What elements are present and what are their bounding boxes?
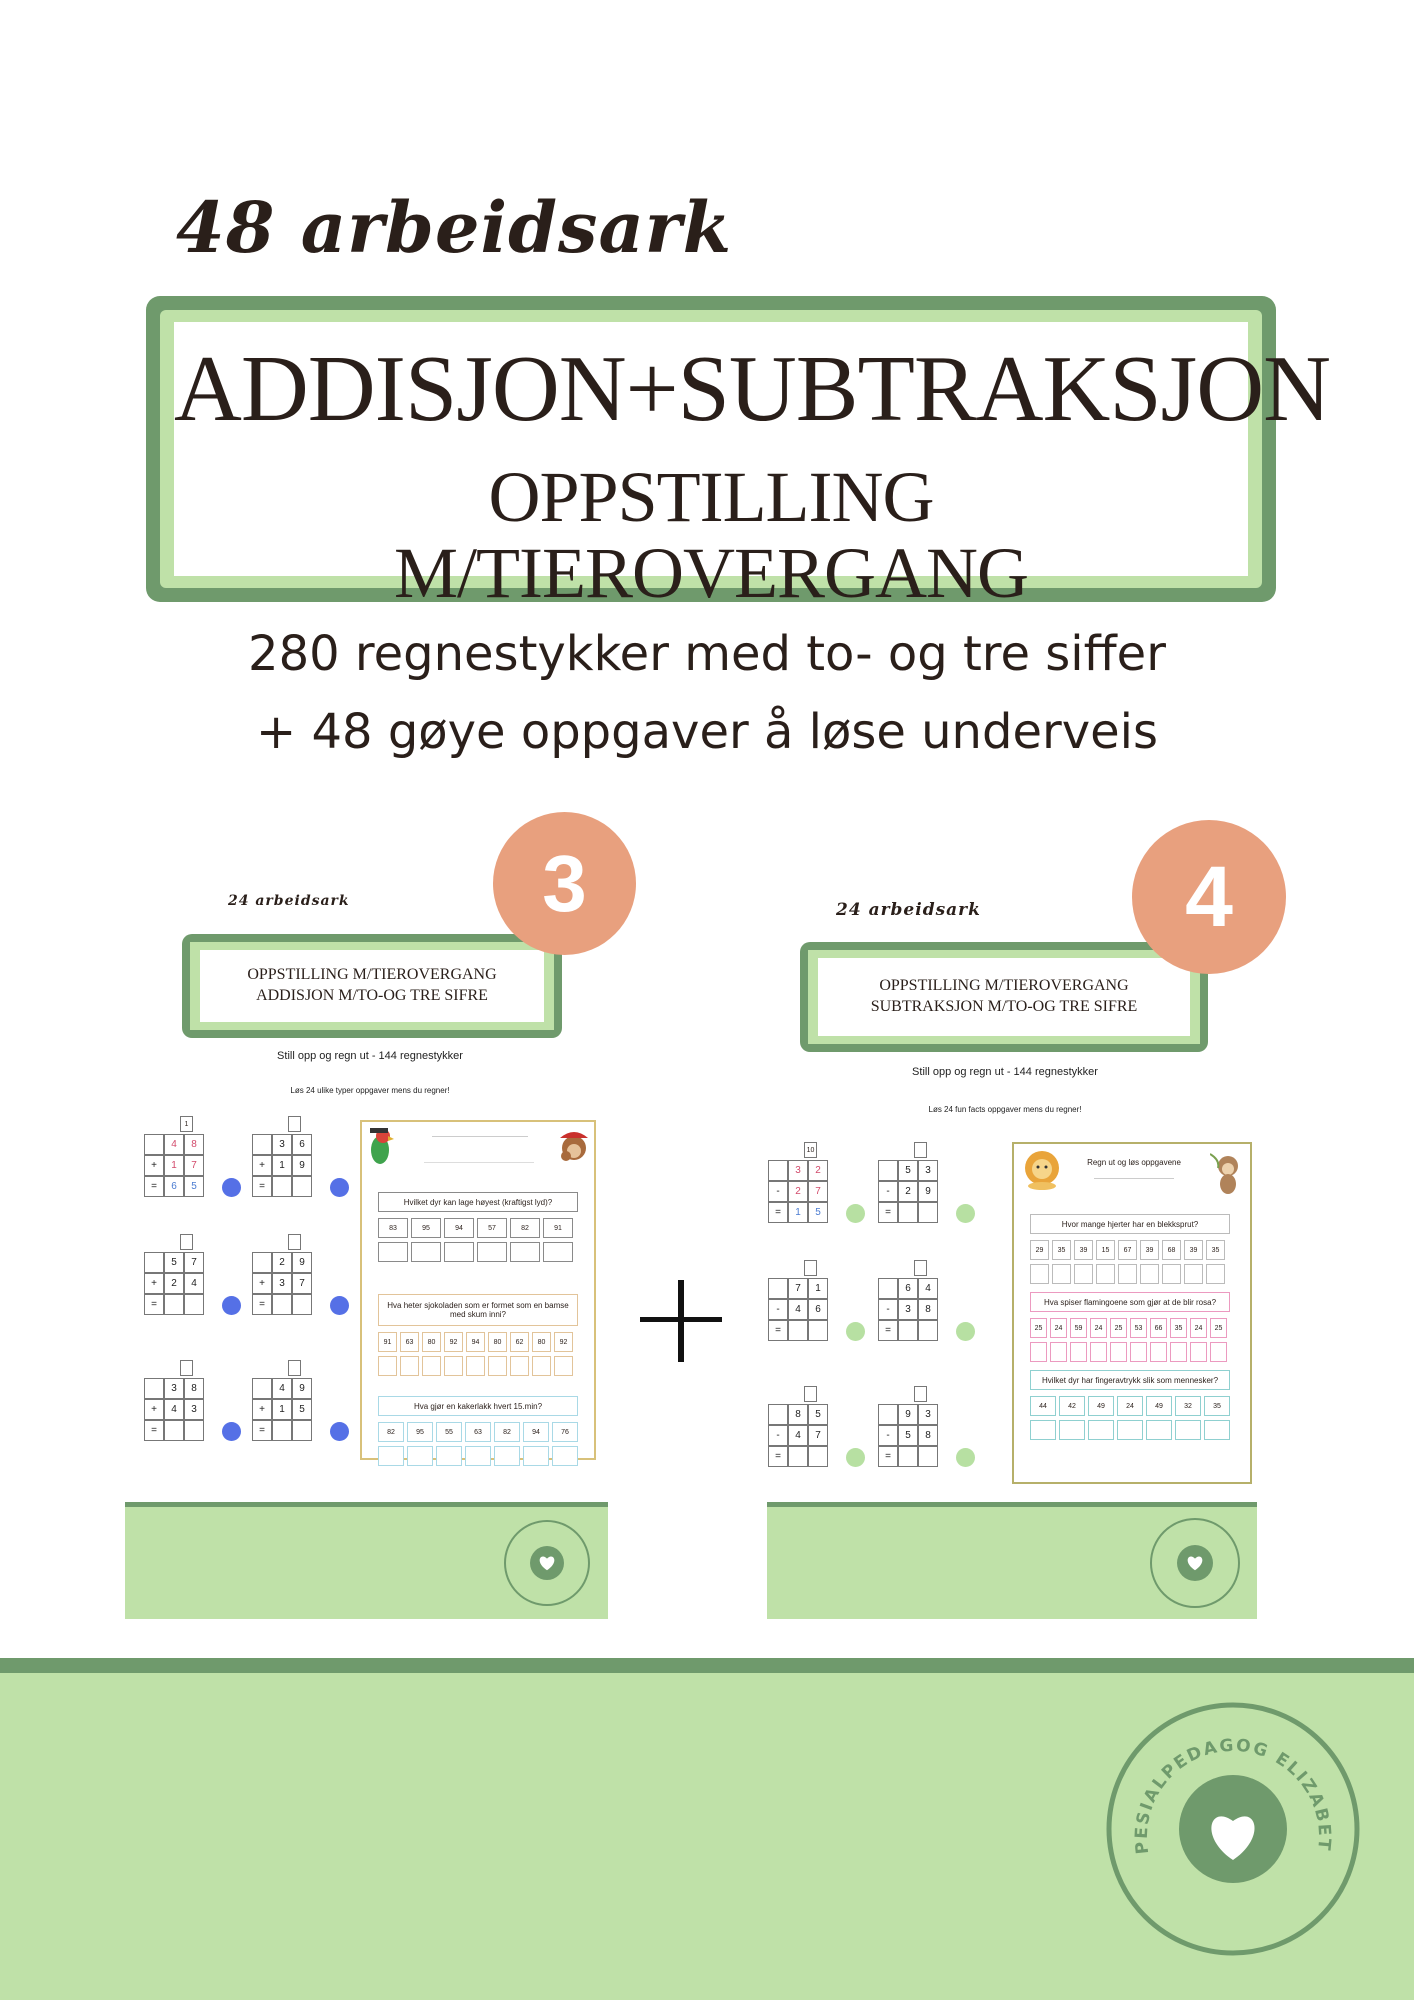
code-row [378,1332,573,1352]
digit-cell: 3 [898,1299,918,1320]
digit-cell: + [252,1399,272,1420]
check-dot [846,1448,865,1467]
answer-cell[interactable] [378,1446,404,1466]
digit-cell: 7 [808,1181,828,1202]
digit-cell [164,1420,184,1441]
digit-cell: + [252,1273,272,1294]
digit-cell: 5 [184,1176,204,1197]
answer-cell[interactable] [532,1356,551,1376]
heart-icon [530,1546,564,1580]
digit-cell: 5 [808,1404,828,1425]
heart-icon [1177,1545,1213,1581]
answer-cell[interactable] [1030,1342,1047,1362]
answer-cell[interactable] [444,1242,474,1262]
code-cell: 94 [466,1332,485,1352]
code-cell: 39 [1184,1240,1203,1260]
code-cell: 80 [422,1332,441,1352]
digit-cell: 4 [272,1378,292,1399]
code-cell: 91 [378,1332,397,1352]
code-cell: 66 [1150,1318,1167,1338]
digit-cell [768,1278,788,1299]
left-title-line1: OPPSTILLING M/TIEROVERGANG [247,966,497,984]
digit-cell [808,1320,828,1341]
digit-cell: 1 [788,1202,808,1223]
answer-cell[interactable] [1110,1342,1127,1362]
digit-cell: 5 [898,1425,918,1446]
digit-cell [184,1420,204,1441]
digit-cell: = [768,1202,788,1223]
code-cell: 91 [543,1218,573,1238]
digit-cell [878,1278,898,1299]
digit-cell [144,1134,164,1155]
left-title-line2: ADDISJON M/TO-OG TRE SIFRE [256,987,488,1004]
answer-cell[interactable] [1118,1264,1137,1284]
code-cell: 57 [477,1218,507,1238]
digit-cell: 6 [808,1299,828,1320]
code-cell: 95 [407,1422,433,1442]
question-box: Hvilket dyr kan lage høyest (kraftigst lyd)? [378,1192,578,1212]
digit-cell [252,1378,272,1399]
script-title: 48 arbeidsark [176,186,733,269]
answer-row [1030,1342,1227,1362]
check-dot [222,1422,241,1441]
digit-cell: 8 [788,1404,808,1425]
left-brand-seal [504,1520,590,1606]
main-subtitle: OPPSTILLING M/TIEROVERGANG [394,457,1028,613]
answer-cell[interactable] [1030,1264,1049,1284]
answer-cell[interactable] [543,1242,573,1262]
code-cell: 25 [1030,1318,1047,1338]
digit-cell: 3 [272,1273,292,1294]
right-caption-1: Still opp og regn ut - 144 regnestykker [912,1066,1098,1078]
carry-box [914,1260,927,1276]
digit-cell: 5 [898,1160,918,1181]
digit-cell: - [768,1299,788,1320]
code-cell: 35 [1052,1240,1071,1260]
code-cell: 92 [444,1332,463,1352]
digit-cell: 2 [898,1181,918,1202]
check-dot [330,1422,349,1441]
answer-cell[interactable] [510,1356,529,1376]
code-cell: 80 [488,1332,507,1352]
digit-cell: 9 [292,1155,312,1176]
digit-cell: 1 [164,1155,184,1176]
digit-cell: = [768,1446,788,1467]
right-level-badge: 4 [1132,820,1286,974]
code-cell: 67 [1118,1240,1137,1260]
check-dot [956,1448,975,1467]
digit-cell: = [768,1320,788,1341]
digit-cell: 7 [292,1273,312,1294]
digit-cell: 3 [788,1160,808,1181]
answer-row [378,1356,573,1376]
digit-cell [898,1446,918,1467]
digit-cell: 8 [918,1299,938,1320]
digit-cell [898,1202,918,1223]
digit-cell [808,1446,828,1467]
answer-cell[interactable] [422,1356,441,1376]
code-cell: 29 [1030,1240,1049,1260]
digit-cell: 6 [164,1176,184,1197]
main-title: ADDISJON+SUBTRAKSJON [174,337,1330,441]
digit-cell: - [878,1425,898,1446]
digit-cell: - [768,1181,788,1202]
digit-cell: = [252,1176,272,1197]
carry-box [288,1360,301,1376]
digit-cell: 7 [184,1155,204,1176]
code-row [1030,1318,1227,1338]
seal-text: PESIALPEDAGOG ELIZABET [1131,1735,1335,1856]
digit-cell [898,1320,918,1341]
code-cell: 42 [1059,1396,1085,1416]
digit-cell: 4 [164,1134,184,1155]
code-cell: 82 [510,1218,540,1238]
left-task-header-line [424,1162,534,1163]
answer-cell[interactable] [407,1446,433,1466]
digit-cell: 1 [272,1155,292,1176]
code-cell: 63 [400,1332,419,1352]
code-cell: 63 [465,1422,491,1442]
digit-cell: 9 [292,1252,312,1273]
digit-cell [768,1404,788,1425]
check-dot [330,1296,349,1315]
digit-cell: + [144,1399,164,1420]
code-cell: 35 [1206,1240,1225,1260]
carry-box [914,1386,927,1402]
digit-cell [272,1294,292,1315]
answer-cell[interactable] [378,1242,408,1262]
parrot-icon [366,1126,400,1172]
problem-grid [252,1134,312,1197]
answer-cell[interactable] [1096,1264,1115,1284]
answer-cell[interactable] [466,1356,485,1376]
answer-cell[interactable] [378,1356,397,1376]
pirate-monkey-icon [554,1126,592,1170]
digit-cell [164,1294,184,1315]
answer-cell[interactable] [411,1242,441,1262]
digit-cell: 8 [184,1378,204,1399]
tagline-2: + 48 gøye oppgaver å løse underveis [256,704,1158,760]
digit-cell [252,1252,272,1273]
answer-cell[interactable] [1130,1342,1147,1362]
answer-cell[interactable] [1059,1420,1085,1440]
left-task-card [360,1120,596,1460]
code-cell: 83 [378,1218,408,1238]
problem-grid [768,1404,828,1467]
left-title-panel [200,950,544,1022]
answer-row [1030,1264,1225,1284]
answer-cell[interactable] [1184,1264,1203,1284]
answer-cell[interactable] [1175,1420,1201,1440]
answer-cell[interactable] [1088,1420,1114,1440]
digit-cell [878,1404,898,1425]
carry-box [914,1142,927,1158]
problem-grid [144,1252,204,1315]
answer-row [378,1242,573,1262]
code-cell: 68 [1162,1240,1181,1260]
answer-cell[interactable] [477,1242,507,1262]
code-row [378,1422,578,1442]
digit-cell [272,1420,292,1441]
digit-cell: 8 [918,1425,938,1446]
digit-cell [788,1320,808,1341]
left-level-badge: 3 [493,812,636,955]
digit-cell: - [768,1425,788,1446]
question-box: Hva heter sjokoladen som er formet som en bamse med skum inni? [378,1294,578,1326]
digit-cell: 3 [272,1134,292,1155]
carry-box [804,1260,817,1276]
code-cell: 59 [1070,1318,1087,1338]
question-box: Hvor mange hjerter har en blekksprut? [1030,1214,1230,1234]
code-cell: 95 [411,1218,441,1238]
carry-box: 1 [180,1116,193,1132]
digit-cell: 9 [918,1181,938,1202]
problem-grid [878,1404,938,1467]
code-cell: 24 [1190,1318,1207,1338]
answer-cell[interactable] [1170,1342,1187,1362]
digit-cell: 2 [808,1160,828,1181]
right-title-line2: SUBTRAKSJON M/TO-OG TRE SIFRE [870,998,1138,1015]
check-dot [222,1296,241,1315]
code-cell: 35 [1170,1318,1187,1338]
code-cell: 62 [510,1332,529,1352]
check-dot [846,1322,865,1341]
digit-cell: 4 [788,1299,808,1320]
answer-cell[interactable] [554,1356,573,1376]
answer-cell[interactable] [444,1356,463,1376]
answer-cell[interactable] [488,1356,507,1376]
question-box: Hvilket dyr har fingeravtrykk slik som mennesker? [1030,1370,1230,1390]
digit-cell: 5 [164,1252,184,1273]
problem-grid [144,1134,204,1197]
answer-cell[interactable] [1162,1264,1181,1284]
digit-cell: 7 [808,1425,828,1446]
digit-cell: 3 [184,1399,204,1420]
digit-cell: + [252,1155,272,1176]
digit-cell: = [878,1320,898,1341]
code-cell: 94 [523,1422,549,1442]
digit-cell [144,1378,164,1399]
left-caption-2: Løs 24 ulike typer oppgaver mens du regner! [290,1086,450,1095]
right-task-header-line [1094,1178,1174,1179]
left-task-header-line [432,1136,528,1137]
digit-cell [292,1420,312,1441]
digit-cell: 4 [918,1278,938,1299]
code-cell: 82 [378,1422,404,1442]
problem-grid [144,1378,204,1441]
answer-row [378,1446,578,1466]
code-cell: 24 [1117,1396,1143,1416]
digit-cell: 7 [184,1252,204,1273]
answer-cell[interactable] [1210,1342,1227,1362]
left-script-title: 24 arbeidsark [228,893,350,909]
code-row [378,1218,573,1238]
check-dot [330,1178,349,1197]
code-cell: 39 [1140,1240,1159,1260]
digit-cell: 1 [808,1278,828,1299]
answer-cell[interactable] [1190,1342,1207,1362]
answer-cell[interactable] [1206,1264,1225,1284]
answer-cell[interactable] [1050,1342,1067,1362]
problem-grid [252,1378,312,1441]
digit-cell: 6 [292,1134,312,1155]
digit-cell [768,1160,788,1181]
code-cell: 15 [1096,1240,1115,1260]
code-cell: 25 [1210,1318,1227,1338]
digit-cell: 5 [808,1202,828,1223]
code-cell: 35 [1204,1396,1230,1416]
right-brand-seal [1150,1518,1240,1608]
code-cell: 49 [1088,1396,1114,1416]
digit-cell: = [878,1202,898,1223]
digit-cell: 5 [292,1399,312,1420]
answer-cell[interactable] [400,1356,419,1376]
right-title-line1: OPPSTILLING M/TIEROVERGANG [879,977,1129,995]
digit-cell: + [144,1155,164,1176]
right-caption-2: Løs 24 fun facts oppgaver mens du regner! [928,1105,1082,1114]
digit-cell: 2 [272,1252,292,1273]
carry-box [180,1360,193,1376]
problem-grid [878,1278,938,1341]
carry-box [180,1234,193,1250]
digit-cell [918,1446,938,1467]
code-cell: 49 [1146,1396,1172,1416]
footer-line [0,1658,1414,1673]
check-dot [956,1322,975,1341]
digit-cell: = [144,1176,164,1197]
digit-cell: - [878,1299,898,1320]
right-task-card [1012,1142,1252,1484]
digit-cell: 7 [788,1278,808,1299]
digit-cell: 3 [918,1160,938,1181]
carry-box [288,1234,301,1250]
problem-grid [252,1252,312,1315]
digit-cell: - [878,1181,898,1202]
code-row [1030,1396,1230,1416]
digit-cell [272,1176,292,1197]
carry-box [804,1386,817,1402]
answer-cell[interactable] [494,1446,520,1466]
check-dot [846,1204,865,1223]
left-caption-1: Still opp og regn ut - 144 regnestykker [277,1050,463,1062]
code-cell: 24 [1050,1318,1067,1338]
code-cell: 76 [552,1422,578,1442]
digit-cell: 1 [272,1399,292,1420]
answer-cell[interactable] [510,1242,540,1262]
digit-cell [918,1202,938,1223]
digit-cell: + [144,1273,164,1294]
digit-cell: 9 [292,1378,312,1399]
answer-cell[interactable] [1204,1420,1230,1440]
digit-cell: 4 [788,1425,808,1446]
right-task-title: Regn ut og løs oppgavene [1087,1158,1181,1167]
check-dot [956,1204,975,1223]
digit-cell [252,1134,272,1155]
answer-cell[interactable] [1140,1264,1159,1284]
answer-cell[interactable] [1074,1264,1093,1284]
problem-grid [878,1160,938,1223]
monkey-icon [1210,1152,1246,1196]
answer-cell[interactable] [1070,1342,1087,1362]
digit-cell: 4 [184,1273,204,1294]
digit-cell: 2 [164,1273,184,1294]
digit-cell: = [144,1294,164,1315]
digit-cell [918,1320,938,1341]
carry-box: 10 [804,1142,817,1158]
answer-cell[interactable] [1117,1420,1143,1440]
digit-cell: = [252,1294,272,1315]
digit-cell: 9 [898,1404,918,1425]
tagline-1: 280 regnestykker med to- og tre siffer [248,626,1166,682]
digit-cell: 2 [788,1181,808,1202]
answer-cell[interactable] [1052,1264,1071,1284]
code-cell: 80 [532,1332,551,1352]
code-row [1030,1240,1225,1260]
digit-cell: 4 [164,1399,184,1420]
code-cell: 39 [1074,1240,1093,1260]
digit-cell: 6 [898,1278,918,1299]
code-cell: 44 [1030,1396,1056,1416]
digit-cell: 8 [184,1134,204,1155]
code-cell: 24 [1090,1318,1107,1338]
digit-cell [144,1252,164,1273]
digit-cell: 3 [918,1404,938,1425]
answer-cell[interactable] [1150,1342,1167,1362]
digit-cell: 3 [164,1378,184,1399]
digit-cell: = [252,1420,272,1441]
answer-cell[interactable] [436,1446,462,1466]
plus-sign [640,1280,722,1362]
answer-cell[interactable] [1090,1342,1107,1362]
code-cell: 94 [444,1218,474,1238]
digit-cell [184,1294,204,1315]
digit-cell [788,1446,808,1467]
question-box: Hva spiser flamingoene som gjør at de blir rosa? [1030,1292,1230,1312]
brand-seal [1104,1700,1362,1958]
code-cell: 55 [436,1422,462,1442]
code-cell: 32 [1175,1396,1201,1416]
answer-cell[interactable] [552,1446,578,1466]
problem-grid [768,1160,828,1223]
answer-row [1030,1420,1230,1440]
problem-grid [768,1278,828,1341]
lion-icon [1020,1148,1064,1192]
code-cell: 25 [1110,1318,1127,1338]
code-cell: 53 [1130,1318,1147,1338]
digit-cell: = [144,1420,164,1441]
answer-cell[interactable] [1030,1420,1056,1440]
digit-cell: = [878,1446,898,1467]
answer-cell[interactable] [1146,1420,1172,1440]
right-script-title: 24 arbeidsark [836,900,981,920]
digit-cell [878,1160,898,1181]
carry-box [288,1116,301,1132]
answer-cell[interactable] [523,1446,549,1466]
check-dot [222,1178,241,1197]
digit-cell [292,1176,312,1197]
code-cell: 82 [494,1422,520,1442]
code-cell: 92 [554,1332,573,1352]
question-box: Hva gjør en kakerlakk hvert 15.min? [378,1396,578,1416]
right-title-panel [818,958,1190,1036]
answer-cell[interactable] [465,1446,491,1466]
digit-cell [292,1294,312,1315]
